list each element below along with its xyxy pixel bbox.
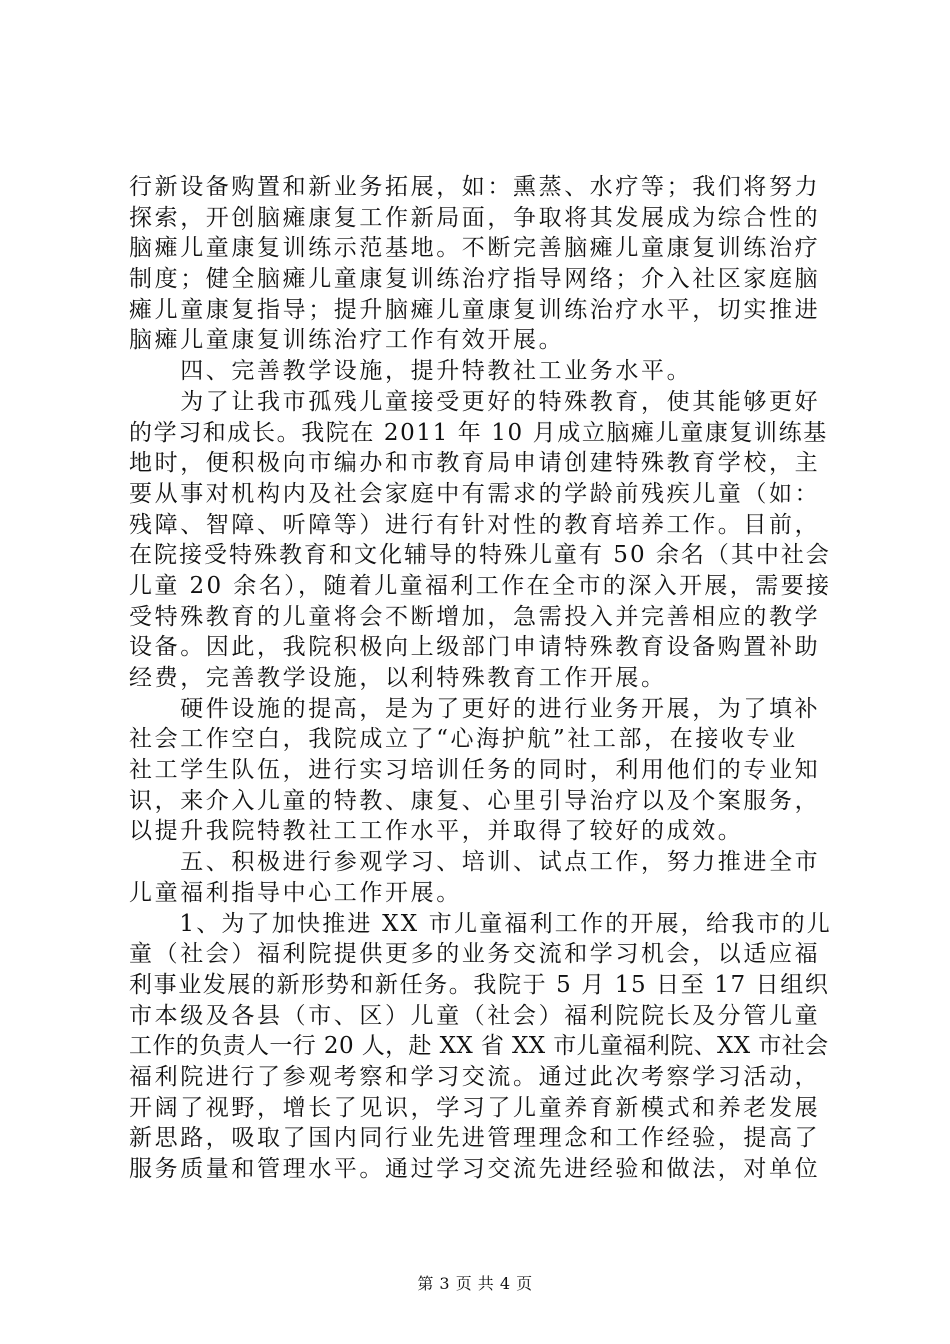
text-line: 工作的负责人一行 20 人，赴 XX 省 XX 市儿童福利院、XX 市社会 <box>129 1033 829 1060</box>
section-heading: 五、积极进行参观学习、培训、试点工作，努力推进全市 <box>129 849 821 876</box>
document-body <box>129 172 833 1185</box>
page-number-footer: 第 3 页 共 4 页 <box>417 1274 533 1293</box>
text-line: 市本级及各县（市、区）儿童（社会）福利院院长及分管儿童 <box>129 1002 821 1029</box>
text-line: 经费，完善教学设施，以利特殊教育工作开展。 <box>129 665 667 691</box>
text-line: 服务质量和管理水平。通过学习交流先进经验和做法，对单位 <box>129 1156 821 1182</box>
text-line: 设备。因此，我院积极向上级部门申请特殊教育设备购置补助 <box>129 634 821 661</box>
text-line: 在院接受特殊教育和文化辅导的特殊儿童有 50 余名（其中社会 <box>129 542 831 569</box>
text-line: 行新设备购置和新业务拓展，如：熏蒸、水疗等；我们将努力 <box>129 174 821 200</box>
section-heading: 四、完善教学设施，提升特教社工业务水平。 <box>129 358 693 385</box>
text-line: 制度；健全脑瘫儿童康复训练治疗指导网络；介入社区家庭脑 <box>129 266 821 293</box>
text-line: 地时，便积极向市编办和市教育局申请创建特殊教育学校，主 <box>129 450 821 477</box>
text-line: 脑瘫儿童康复训练治疗工作有效开展。 <box>129 327 565 354</box>
text-line: 利事业发展的新形势和新任务。我院于 5 月 15 日至 17 日组织 <box>129 971 830 998</box>
text-line: 社会工作空白，我院成立了“心海护航”社工部，在接收专业 <box>129 726 798 753</box>
text-line: 瘫儿童康复指导；提升脑瘫儿童康复训练治疗水平，切实推进 <box>129 296 821 323</box>
text-line: 为了让我市孤残儿童接受更好的特殊教育，使其能够更好 <box>129 388 821 415</box>
text-line: 硬件设施的提高，是为了更好的进行业务开展，为了填补 <box>129 695 821 722</box>
text-line: 儿童 20 余名），随着儿童福利工作在全市的深入开展，需要接 <box>129 572 832 599</box>
text-line: 识，来介入儿童的特教、康复、心里引导治疗以及个案服务， <box>129 787 821 814</box>
text-line: 的学习和成长。我院在 2011 年 10 月成立脑瘫儿童康复训练基 <box>129 419 828 446</box>
text-line: 社工学生队伍，进行实习培训任务的同时，利用他们的专业知 <box>129 757 821 784</box>
text-line: 要从事对机构内及社会家庭中有需求的学龄前残疾儿童（如： <box>129 480 821 507</box>
text-line: 以提升我院特教社工工作水平，并取得了较好的成效。 <box>129 818 744 845</box>
text-line: 开阔了视野，增长了见识，学习了儿童养育新模式和养老发展 <box>129 1094 821 1121</box>
section-heading: 儿童福利指导中心工作开展。 <box>129 879 462 906</box>
text-line: 受特殊教育的儿童将会不断增加，急需投入并完善相应的教学 <box>129 603 821 630</box>
text-line: 1、为了加快推进 XX 市儿童福利工作的开展，给我市的儿 <box>129 910 833 937</box>
text-line: 福利院进行了参观考察和学习交流。通过此次考察学习活动， <box>129 1063 821 1090</box>
text-line: 脑瘫儿童康复训练示范基地。不断完善脑瘫儿童康复训练治疗 <box>129 235 821 262</box>
text-line: 新思路，吸取了国内同行业先进管理理念和工作经验，提高了 <box>129 1125 821 1152</box>
text-line: 残障、智障、听障等）进行有针对性的教育培养工作。目前， <box>129 511 821 538</box>
text-line: 探索，开创脑瘫康复工作新局面，争取将其发展成为综合性的 <box>129 204 821 231</box>
text-line: 童（社会）福利院提供更多的业务交流和学习机会，以适应福 <box>129 941 821 968</box>
